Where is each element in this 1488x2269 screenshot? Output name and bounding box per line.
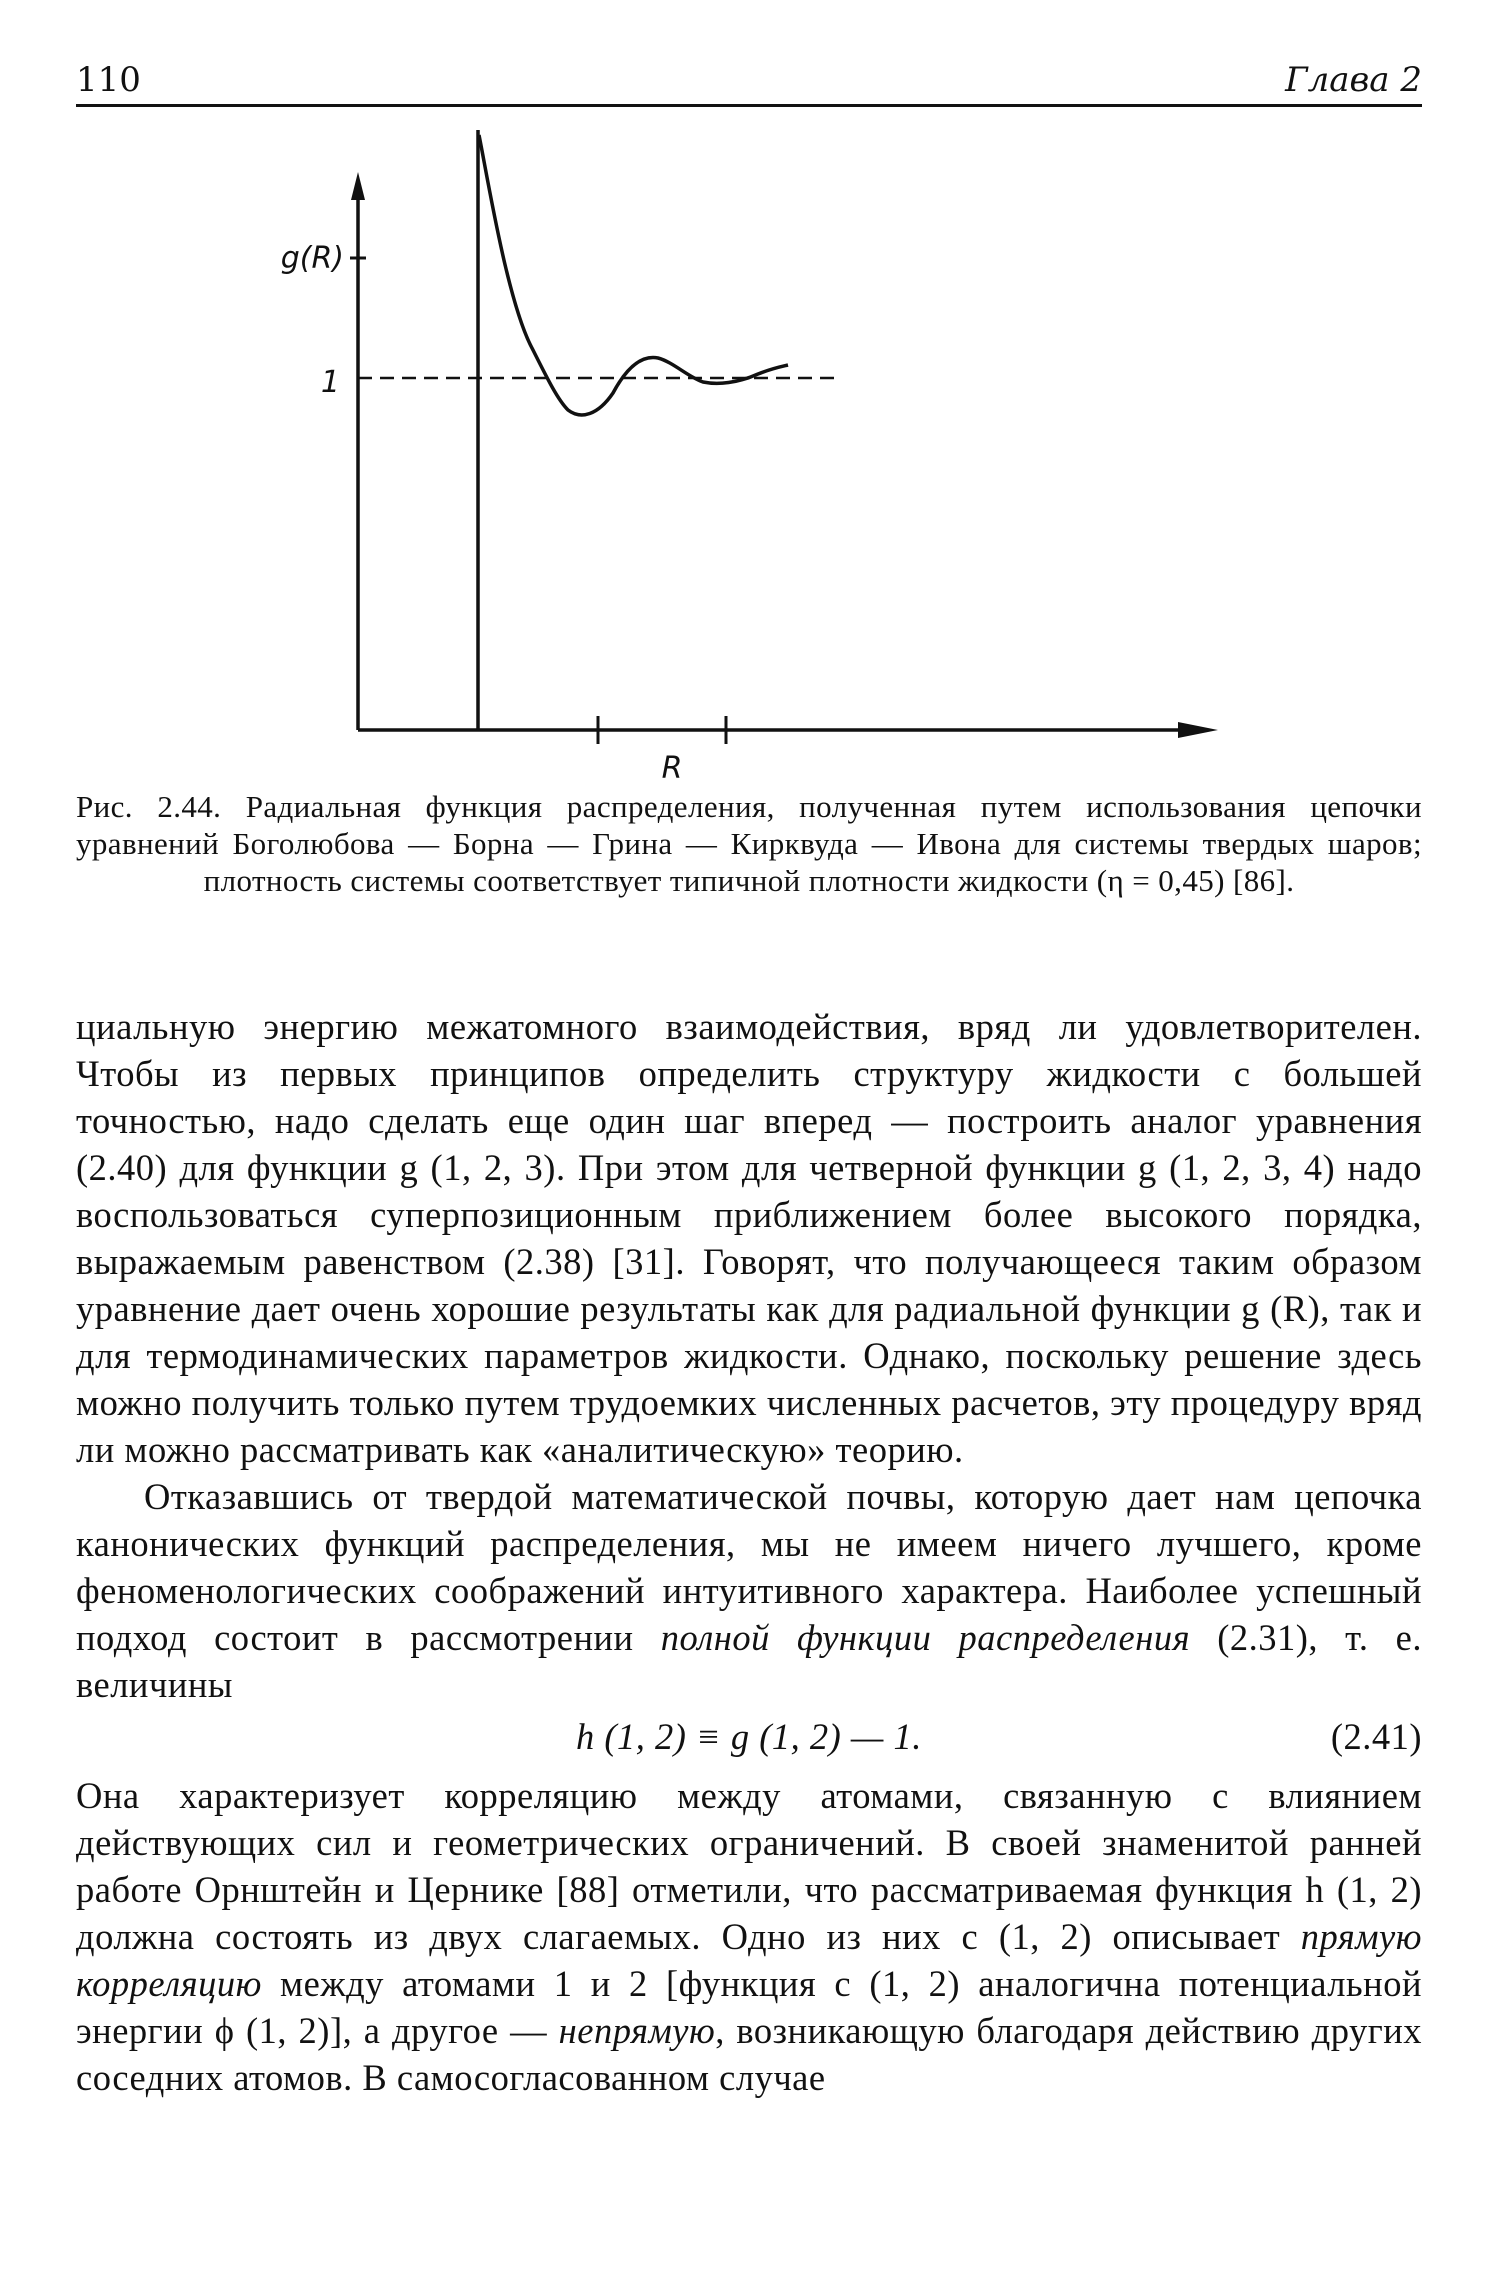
- paragraph-3-italic-term-1: прямую корреляцию: [76, 1916, 1422, 2004]
- header-rule: [76, 104, 1422, 107]
- paragraph-2-text-2: (2.31), т. е. величины: [76, 1617, 1422, 1705]
- equation-expression: h (1, 2) ≡ g (1, 2) — 1.: [576, 1716, 922, 1757]
- radial-distribution-plot: [280, 170, 1228, 790]
- paragraph-3-italic-term-2: непрямую: [558, 2010, 716, 2051]
- gR-curve: [479, 135, 788, 415]
- body-text: [76, 1003, 1422, 2101]
- equation-2-41: [76, 1713, 1422, 1760]
- chapter-title: Глава 2: [1285, 60, 1422, 100]
- paragraph-2-text-1: Отказавшись от твердой математической почвы, которую дает нам цепочка канонических функций распределения, мы не имеем ничего лучшего, кроме феноменологических соображений интуитивного характера. Наиболее успешный подход состоит в рассмотрении: [76, 1476, 1422, 1658]
- equation-number: (2.41): [1330, 1716, 1422, 1757]
- running-head: [76, 60, 1422, 104]
- paragraph-3-text-3: , возникающую благодаря действию других соседних атомов. В самосогласованном случае: [76, 2010, 1422, 2098]
- paragraph-3-text-1: Она характеризует корреляцию между атомами, связанную с влиянием действующих сил и геометрических ограничений. В своей знаменитой ранней работе Орнштейн и Цернике [88] отметили, что рассматриваемая функция h (1, 2) должна состоять из двух слагаемых. Одно из них c (1, 2) описывает: [76, 1775, 1422, 1957]
- x-axis-label: R: [661, 751, 683, 786]
- page-number: 110: [76, 60, 141, 100]
- paragraph-3: [76, 1772, 1422, 2101]
- paragraph-1: циальную энергию межатомного взаимодействия, вряд ли удовлетворителен. Чтобы из первых принципов определить структуру жидкости с большей точностью, надо сделать еще один шаг вперед — построить аналог уравнения (2.40) для функции g (1, 2, 3). При этом для четверной функции g (1, 2, 3, 4) надо воспользоваться суперпозиционным приближением более высокого порядка, выражаемым равенством (2.38) [31]. Говорят, что получающееся таким образом уравнение дает очень хорошие результаты как для радиальной функции g (R), так и для термодинамических параметров жидкости. Однако, поскольку решение здесь можно получить только путем трудоемких численных расчетов, эту процедуру вряд ли можно рассматривать как «аналитическую» теорию.: [76, 1006, 1422, 1470]
- y-tick-label-1: 1: [320, 365, 340, 400]
- paragraph-2: [76, 1473, 1422, 1708]
- figure-caption: Рис. 2.44. Радиальная функция распределения, полученная путем использования цепочки уравнений Боголюбова — Борна — Грина — Кирквуда — Ивона для системы твердых шаров; плотность системы соответствует типичной плотности жидкости (η = 0,45) [86].: [76, 789, 1422, 898]
- x-axis-arrow: [1178, 722, 1218, 738]
- paragraph-2-italic-term: полной функции распределения: [660, 1617, 1191, 1658]
- y-axis-arrow: [351, 172, 365, 200]
- y-axis-label: g(R): [280, 241, 344, 276]
- figure-radial-distribution: [280, 170, 1228, 790]
- paragraph-3-text-2: между атомами 1 и 2 [функция c (1, 2) аналогична потенциальной энергии ϕ (1, 2)], а другое —: [76, 1963, 1422, 2051]
- book-page: [76, 0, 1422, 2269]
